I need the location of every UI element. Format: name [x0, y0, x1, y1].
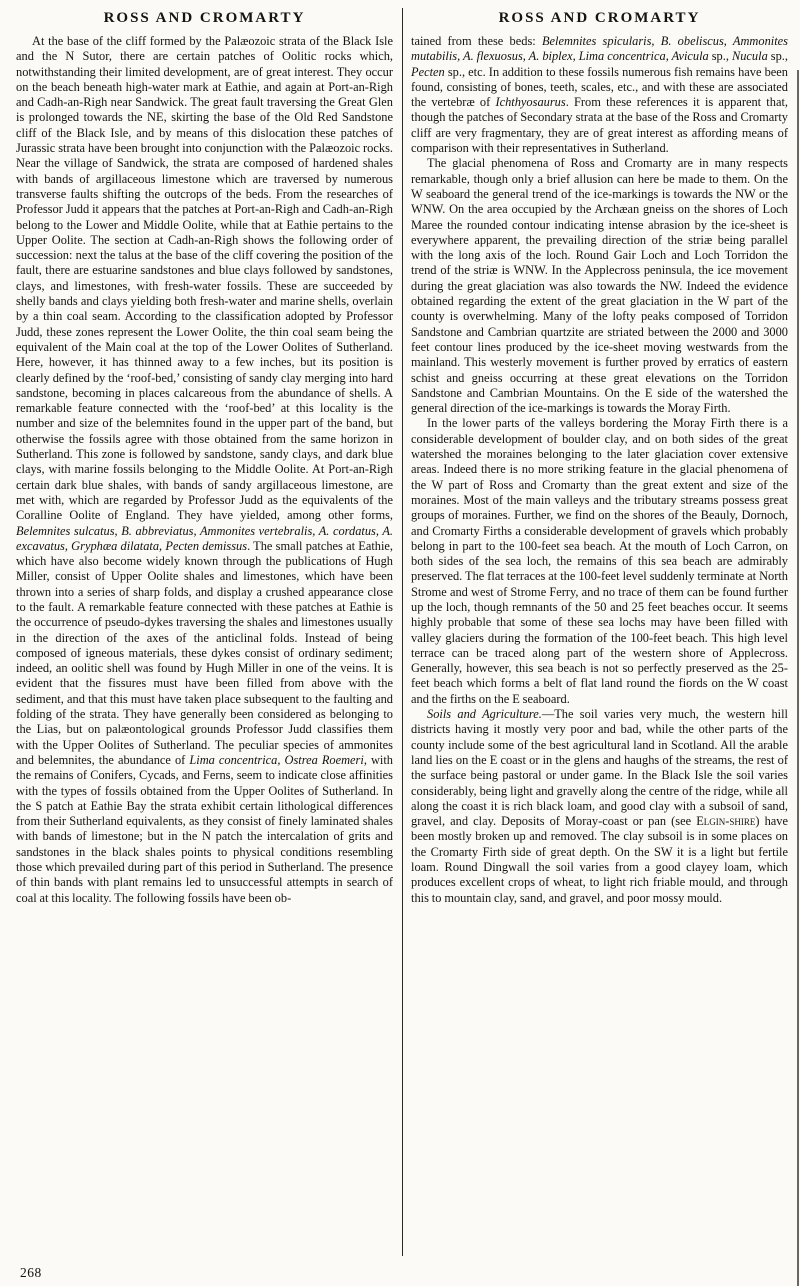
left-running-head: ROSS AND CROMARTY — [103, 10, 306, 26]
right-column — [411, 8, 788, 1256]
scan-edge-artifact — [797, 70, 799, 1286]
right-column-text — [411, 34, 788, 906]
paragraph: Soils and Agriculture.—The soil varies very much, the western hill districts having it mostly very poor and bad, while the other parts of the county include some of the best agricultural land in Scotland. All the arable land lies on the E coast or in the glens and haughs of the streams, the rest of the surface being pastoral or under game. In the Black Isle the soil varies considerably, being light and gravelly along the centre of the ridge, while all along the coast it is rich black loam, and good clay with a subsoil of sand, gravel, and clay. Deposits of Moray-coast or pan (see Elgin-shire) have been mostly broken up and removed. The clay subsoil is in some places on the Cromarty Firth side of great depth. On the SW it is a light but fertile loam. Round Dingwall the soil varies from a good clayey loam, which produces excellent crops of wheat, to light rich friable mould, and through this to mountain clay, sand, and gravel, and poor mossy mould. — [411, 707, 788, 905]
right-running-head: ROSS AND CROMARTY — [498, 10, 701, 26]
left-column-text — [16, 34, 393, 906]
two-column-layout — [16, 8, 788, 1256]
left-column — [16, 8, 393, 1256]
paragraph: In the lower parts of the valleys bordering the Moray Firth there is a considerable development of boulder clay, and on both sides of the great watershed the moraines belonging to the later glaciation cover extensive areas. Indeed there is no more striking feature in the glacial phenomena of the W part of Ross and Cromarty than the great extent and size of the moraines. Most of the main valleys and the tributary streams possess great groups of moraines. Further, we find on the shores of the Beauly, Dornoch, and Cromarty Firths a considerable development of gravels which probably belong in part to the 100-feet sea beach. At the mouth of Loch Carron, on both sides of the sea loch, the remains of this sea beach are admirably preserved. The flat terraces at the 100-feet level suddenly terminate at North Strome and west of Strome Ferry, and no trace of them can be found further up the loch, though remnants of the 50 and 25 feet beaches occur. It seems highly probable that some of these sea lochs may have been filled with valley glaciers during the formation of the 100-feet beach. This high level terrace can be traced along part of the western shore of Applecross. Generally, however, this sea beach is not so perfectly preserved as the 25-feet beach which forms a belt of flat land round the fiords on the W coast and the firths on the E seaboard. — [411, 416, 788, 706]
paragraph: The glacial phenomena of Ross and Cromarty are in many respects remarkable, though only a brief allusion can here be made to them. On the W seaboard the general trend of the ice-markings is towards the NW or the WNW. On the area occupied by the Archæan gneiss on the shores of Loch Maree the rounded contour indicating intense abrasion by the ice-sheet is everywhere apparent, the prevailing direction of the striæ being parallel with the long axis of the loch. Round Gair Loch and Loch Torridon the trend of the striæ is WNW. In the Applecross peninsula, the ice movement during the great glaciation was also towards the NW. Indeed the evidence obtained regarding the extent of the great glaciation in the W part of the county is overwhelming. Many of the lofty peaks composed of Torridon Sandstone and Cambrian quartzite are striated between the 2000 and 3000 feet contour lines produced by the ice-sheet moving westwards from the mainland. This westerly movement is further proved by erratics of eastern schist and gneiss occurring at these great elevations on the Torridon Sandstone and Cambrian Mountains. On the E side of the watershed the general direction of the ice-markings is towards the Moray Firth. — [411, 156, 788, 416]
paragraph: tained from these beds: Belemnites spicularis, B. obeliscus, Ammonites mutabilis, A. flexuosus, A. biplex, Lima concentrica, Avicula sp., Nucula sp., Pecten sp., etc. In addition to these fossils numerous fish remains have been found, consisting of bones, teeth, scales, etc., and with these are associated the vertebræ of Ichthyosaurus. From these references it is apparent that, though the patches of Secondary strata at the base of the Ross and Cromarty cliff are very fragmentary, they are of great interest as affording means of comparison with their representatives in Sutherland. — [411, 34, 788, 156]
page-number: 268 — [20, 1264, 48, 1281]
column-divider-rule — [402, 8, 403, 1256]
paragraph: At the base of the cliff formed by the Palæozoic strata of the Black Isle and the N Sutor, there are certain patches of Oolitic rocks which, notwithstanding their limited development, are of great interest. They occur on the beach beneath high-water mark at Eathie, and again at Port-an-Righ and Cadh-an-Righ near Sandwick. The great fault traversing the Great Glen is prolonged towards the NE, skirting the base of the Old Red Sandstone cliff of the Black Isle, and by means of this dislocation these patches of Jurassic strata have been brought into conjunction with the Palæozoic rocks. Near the village of Sandwick, the strata are composed of hardened shales with bands of argillaceous limestone which are traversed by numerous transverse faults shifting the outcrops of the beds. From the researches of Professor Judd it appears that the patches at Port-an-Righ and Cadh-an-Righ belong to the Lower and Middle Oolite, while that at Eathie pertains to the Upper Oolite. The section at Cadh-an-Righ shows the following order of succession: next the talus at the base of the cliff covering the position of the fault, there are estuarine sandstones and blue clays followed by sandstones, clays, and limestones, with fresh-water fossils. These are succeeded by shelly bands and clays yielding both fresh-water and marine shells, overlain by a thin coal seam. According to the classification adopted by Professor Judd, these zones represent the Lower Oolite, the thin coal seam being the equivalent of the Main coal at the top of the Lower Oolites of Sutherland. Here, however, it has thinned away to a few inches, but its position is clearly defined by the ‘roof-bed,’ consisting of sandy clay merging into hard sandstone, becoming in places calcareous from the abundance of shells. A remarkable feature connected with the ‘roof-bed’ at this locality is the number and size of the belemnites found in the upper part of the band, but otherwise the fossils agree with those obtained from the same horizon in Sutherland. This zone is followed by sandstone, sandy clays, and dark blue clays, with marine fossils belonging to the Middle Oolite. At Port-an-Righ certain dark blue shales, with bands of sandy argillaceous limestone, are met with, which are regarded by Professor Judd as the equivalents of the Coralline Oolite of England. They have yielded, among other forms, Belemnites sulcatus, B. abbreviatus, Ammonites vertebralis, A. cordatus, A. excavatus, Gryphæa dilatata, Pecten demissus. The small patches at Eathie, which have also become widely known through the publications of Hugh Miller, consist of Upper Oolite shales and limestones, which have been thrown into a series of sharp folds, and display a crushed appearance close to the fault. A remarkable feature connected with these patches at Eathie is the occurrence of pseudo-dykes traversing the shales and limestones usually in the direction of the axes of the anticlinal folds. Instead of being composed of igneous materials, these dykes consist of ordinary sediment; indeed, an oolitic shell was found by Hugh Miller in one of the veins. It is evident that the fissures must have been filled from above with the sediment, and that this must have taken place subsequent to the faulting and folding of the strata. They have generally been considered as belonging to the Lias, but on palæontological grounds Professor Judd classifies them with the Upper Oolites of Sutherland. The peculiar species of ammonites and belemnites, the abundance of Lima concentrica, Ostrea Roemeri, with the remains of Conifers, Cycads, and Ferns, seem to indicate close affinities with the types of fossils obtained from the Upper Oolites of Sutherland. In the S patch at Eathie Bay the strata exhibit certain lithological differences from their Sutherland equivalents, as they consist of finely laminated shales with bands of limestone; but in the N patch the intercalation of grits and sandstones in the black shales points to physical conditions resembling those which prevailed during part of this period in Sutherland. The presence of thin bands with plant remains led to unsuccessful attempts in search of coal at this locality. The following fossils have been ob- — [16, 34, 394, 905]
